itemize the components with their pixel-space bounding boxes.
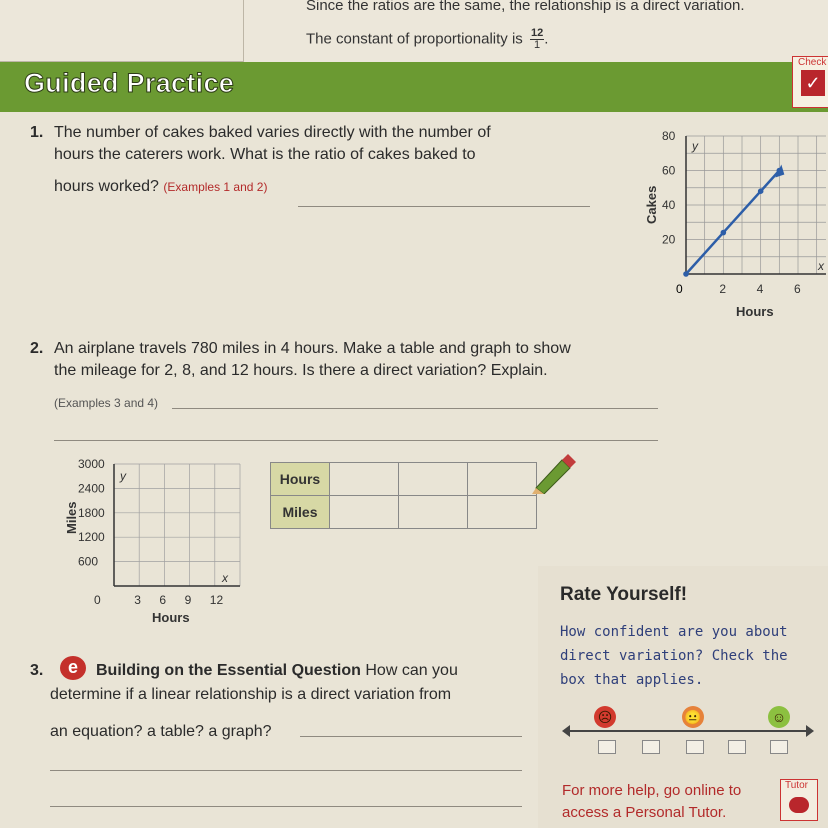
table-row-miles bbox=[271, 496, 537, 529]
table-label-hours: Hours bbox=[271, 463, 330, 496]
guided-practice-title: Guided Practice bbox=[24, 68, 235, 98]
c2-y-tick-1: 1200 bbox=[78, 530, 105, 545]
question-2 bbox=[30, 338, 43, 360]
hours-miles-table bbox=[270, 462, 537, 529]
fraction-numerator: 12 bbox=[530, 27, 544, 39]
c1-y-tick-2: 60 bbox=[662, 163, 676, 178]
c1-x-axis-label: Hours bbox=[736, 304, 774, 319]
question-1-line3: hours worked? bbox=[54, 178, 159, 195]
question-3-heading bbox=[96, 660, 458, 682]
question-1-line2: hours the caterers work. What is the ratio of cakes baked to bbox=[54, 146, 476, 163]
miles-hours-chart bbox=[50, 454, 250, 632]
confidence-checkbox-3[interactable] bbox=[686, 740, 704, 754]
c2-x-tick-3: 9 bbox=[184, 593, 192, 607]
confidence-checkbox-5[interactable] bbox=[770, 740, 788, 754]
c1-data-point bbox=[777, 168, 783, 174]
question-1-number: 1. bbox=[30, 124, 44, 141]
table-cell[interactable] bbox=[468, 496, 537, 529]
question-3-answer-line-1[interactable] bbox=[300, 736, 522, 737]
help-text bbox=[562, 780, 741, 824]
rate-prompt-line3: box that applies. bbox=[560, 672, 704, 688]
check-mark-icon[interactable]: ✓ bbox=[801, 70, 825, 96]
c2-y-tick-2: 1800 bbox=[78, 505, 105, 520]
scale-arrow-left-icon bbox=[562, 725, 570, 737]
question-2-text bbox=[54, 338, 654, 382]
c1-x-tick-3: 6 bbox=[794, 282, 801, 296]
c1-y-tick-3: 80 bbox=[662, 129, 676, 143]
c1-x-tick-1: 2 bbox=[719, 282, 727, 296]
question-1-line3-row bbox=[54, 176, 614, 198]
constant-fraction bbox=[530, 28, 544, 51]
confidence-checkbox-1[interactable] bbox=[598, 740, 616, 754]
c1-y-tick-1: 40 bbox=[662, 198, 676, 212]
confidence-checkbox-2[interactable] bbox=[642, 740, 660, 754]
previous-section-box bbox=[0, 0, 244, 62]
question-3-number: 3. bbox=[30, 662, 44, 679]
scale-arrow-right-icon bbox=[806, 725, 814, 737]
happy-face-icon: ☺ bbox=[768, 706, 790, 728]
question-1-text bbox=[54, 122, 614, 198]
c1-y-axis-label: Cakes bbox=[644, 185, 659, 224]
question-3-line1: How can you bbox=[365, 662, 458, 679]
c2-x-tick-1: 3 bbox=[134, 593, 141, 607]
constant-of-proportionality-text: The constant of proportionality is $\frac{12}{1}$ . bbox=[306, 27, 549, 51]
c1-data-point bbox=[683, 271, 689, 277]
c2-y-tick-4: 3000 bbox=[78, 457, 105, 471]
table-row-hours bbox=[271, 463, 537, 496]
question-3-line3: an equation? a table? a graph? bbox=[50, 723, 272, 740]
question-3-answer-line-2[interactable] bbox=[50, 770, 522, 771]
check-label: Check bbox=[798, 57, 827, 68]
question-2-line2: the mileage for 2, 8, and 12 hours. Is there a direct variation? Explain. bbox=[54, 362, 548, 379]
essential-question-badge-icon: e bbox=[60, 656, 86, 680]
c2-x-tick-4: 12 bbox=[209, 593, 224, 607]
help-line1: For more help, go online to bbox=[562, 782, 742, 799]
rate-yourself-title: Rate Yourself! bbox=[560, 584, 688, 605]
table-cell[interactable] bbox=[330, 463, 399, 496]
c1-data-point bbox=[758, 188, 764, 194]
c2-x-tick-2: 6 bbox=[159, 593, 167, 607]
sad-face-icon: ☹ bbox=[594, 706, 616, 728]
table-cell[interactable] bbox=[399, 463, 468, 496]
c2-y-tick-0: 600 bbox=[78, 554, 99, 569]
tutor-chat-icon[interactable] bbox=[789, 797, 809, 813]
question-1-answer-line[interactable] bbox=[298, 206, 590, 207]
question-2-examples: (Examples 3 and 4) bbox=[54, 396, 159, 410]
pencil-icon bbox=[530, 450, 578, 494]
question-2-number: 2. bbox=[30, 340, 44, 357]
question-2-answer-line-2[interactable] bbox=[54, 440, 658, 441]
confidence-checkbox-4[interactable] bbox=[728, 740, 746, 754]
question-1 bbox=[30, 122, 43, 144]
c1-x-tick-0: 0 bbox=[676, 282, 683, 296]
question-1-examples: (Examples 1 and 2) bbox=[163, 180, 268, 194]
c2-y-axis-label: Miles bbox=[64, 501, 79, 534]
c2-y-var: y bbox=[120, 469, 126, 483]
rate-prompt-line2: direct variation? Check the bbox=[560, 648, 788, 664]
rate-yourself-prompt bbox=[560, 620, 788, 692]
rate-prompt-line1: How confident are you about bbox=[560, 624, 788, 640]
c1-data-point bbox=[721, 230, 727, 236]
question-1-line1: The number of cakes baked varies directly with the number of bbox=[54, 124, 491, 141]
constant-text: The constant of proportionality is bbox=[306, 30, 523, 48]
c1-x-tick-2: 4 bbox=[756, 282, 764, 296]
table-label-miles: Miles bbox=[271, 496, 330, 529]
c1-y-tick-0: 20 bbox=[662, 232, 676, 247]
previous-conclusion-text: Since the ratios are the same, the relationship is a direct variation. bbox=[306, 0, 745, 14]
c2-x-tick-0: 0 bbox=[94, 593, 101, 607]
question-2-line1: An airplane travels 780 miles in 4 hours. Make a table and graph to show bbox=[54, 340, 571, 357]
c1-y-var: y bbox=[692, 139, 698, 153]
table-cell[interactable] bbox=[468, 463, 537, 496]
question-3-line2: determine if a linear relationship is a direct variation from bbox=[50, 686, 452, 703]
question-3-answer-line-3[interactable] bbox=[50, 806, 522, 807]
question-2-answer-line-1[interactable] bbox=[172, 408, 658, 409]
question-3 bbox=[30, 660, 43, 682]
tutor-label: Tutor bbox=[785, 780, 808, 791]
c2-x-var: x bbox=[222, 571, 228, 585]
help-line2[interactable]: access a Personal Tutor. bbox=[562, 804, 727, 821]
table-cell[interactable] bbox=[330, 496, 399, 529]
confidence-scale-line bbox=[568, 730, 808, 732]
c2-y-tick-3: 2400 bbox=[78, 481, 105, 496]
question-3-title: Building on the Essential Question bbox=[96, 662, 361, 679]
cakes-hours-chart bbox=[636, 128, 828, 324]
neutral-face-icon: 😐 bbox=[682, 706, 704, 728]
fraction-denominator: 1 bbox=[534, 39, 541, 51]
table-cell[interactable] bbox=[399, 496, 468, 529]
c2-x-axis-label: Hours bbox=[152, 610, 190, 625]
c1-x-var: x bbox=[818, 259, 824, 273]
